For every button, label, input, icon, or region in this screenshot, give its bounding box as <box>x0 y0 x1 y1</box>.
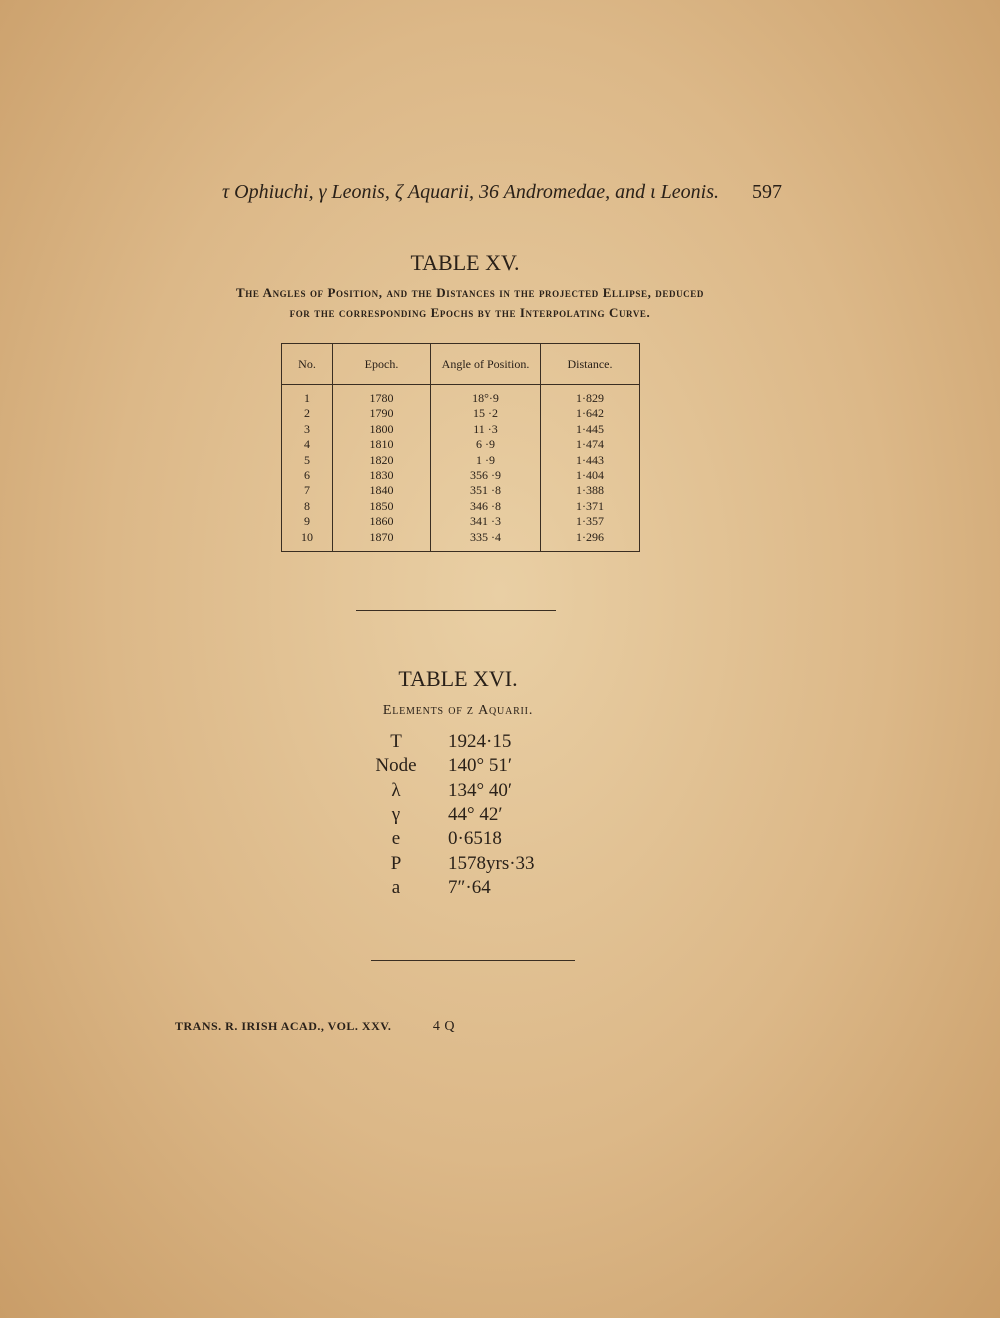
cell-epoch: 1790 <box>333 406 431 421</box>
table-row <box>282 422 640 437</box>
element-value: 1578yrs·33 <box>448 852 535 874</box>
table-15-title: TABLE XV. <box>410 250 520 275</box>
element-symbol: Node <box>375 755 417 777</box>
cell-distance: 1·371 <box>541 499 640 514</box>
running-head <box>222 181 782 209</box>
element-row <box>350 731 590 755</box>
cell-no: 6 <box>304 468 310 483</box>
element-row <box>350 828 590 852</box>
table-row <box>282 437 640 452</box>
element-symbol: λ <box>391 779 401 801</box>
table-row <box>282 385 640 407</box>
cell-distance: 1·296 <box>541 530 640 552</box>
divider-rule <box>356 610 556 611</box>
cell-no: 4 <box>304 437 310 452</box>
cell-distance: 1·404 <box>541 468 640 483</box>
cell-no: 3 <box>304 421 310 436</box>
cell-angle: 351 ·8 <box>431 483 541 498</box>
cell-angle: 15 ·2 <box>431 406 541 421</box>
cell-no: 10 <box>301 529 313 544</box>
cell-angle: 11 ·3 <box>431 422 541 437</box>
element-row <box>350 853 590 877</box>
table-row <box>282 514 640 529</box>
cell-distance: 1·642 <box>541 406 640 421</box>
table-15-body <box>282 385 640 552</box>
cell-no: 9 <box>304 514 310 529</box>
table-15 <box>281 343 640 552</box>
cell-epoch: 1820 <box>333 453 431 468</box>
table-row <box>282 483 640 498</box>
element-symbol: P <box>390 852 402 874</box>
column-header-distance: Distance. <box>541 344 640 385</box>
column-header-epoch: Epoch. <box>333 344 431 385</box>
cell-no: 8 <box>304 498 310 513</box>
cell-distance: 1·829 <box>541 385 640 407</box>
cell-angle: 346 ·8 <box>431 499 541 514</box>
cell-distance: 1·445 <box>541 422 640 437</box>
table-header-row <box>282 344 640 385</box>
table-row <box>282 499 640 514</box>
cell-no: 5 <box>304 452 310 467</box>
cell-angle: 335 ·4 <box>431 530 541 552</box>
table-row <box>282 530 640 552</box>
table-15-subtitle <box>140 283 800 323</box>
footer <box>175 1019 455 1035</box>
cell-epoch: 1840 <box>333 483 431 498</box>
cell-epoch: 1850 <box>333 499 431 514</box>
element-value: 134° 40′ <box>448 779 513 801</box>
element-row <box>350 755 590 779</box>
table-row <box>282 406 640 421</box>
cell-distance: 1·474 <box>541 437 640 452</box>
element-row <box>350 780 590 804</box>
cell-angle: 356 ·9 <box>431 468 541 483</box>
element-symbol: γ <box>391 803 401 825</box>
cell-epoch: 1830 <box>333 468 431 483</box>
journal-reference: TRANS. R. IRISH ACAD., VOL. XXV. <box>175 1019 392 1033</box>
element-value: 0·6518 <box>448 828 502 850</box>
cell-no: 7 <box>304 483 310 498</box>
cell-epoch: 1780 <box>333 385 431 407</box>
cell-angle: 18°·9 <box>431 385 541 407</box>
page-number: 597 <box>752 181 782 203</box>
element-value: 140° 51′ <box>448 755 513 777</box>
cell-distance: 1·357 <box>541 514 640 529</box>
table-15-subtitle-line-1: The Angles of Position, and the Distances in the projected Ellipse, deduced <box>235 285 704 300</box>
element-value: 44° 42′ <box>448 803 503 825</box>
cell-no: 1 <box>304 391 310 405</box>
column-header-no: No. <box>282 344 333 385</box>
element-symbol: a <box>391 876 401 898</box>
element-value: 1924·15 <box>448 731 512 752</box>
table-16-subtitle: Elements of ζ Aquarii. <box>382 703 534 718</box>
element-value: 7″·64 <box>448 876 491 898</box>
cell-distance: 1·388 <box>541 483 640 498</box>
table-15-subtitle-line-2: for the corresponding Epochs by the Interpolating Curve. <box>289 305 651 320</box>
cell-no: 2 <box>304 406 310 421</box>
running-head-title: τ Ophiuchi, γ Leonis, ζ Aquarii, 36 Andromedae, and ι Leonis. <box>222 181 720 203</box>
signature-mark: 4 Q <box>432 1019 455 1034</box>
cell-angle: 1 ·9 <box>431 453 541 468</box>
element-row <box>350 877 590 901</box>
cell-angle: 341 ·3 <box>431 514 541 529</box>
table-16-title: TABLE XVI. <box>398 666 518 691</box>
cell-epoch: 1870 <box>333 530 431 552</box>
table-row <box>282 468 640 483</box>
table-row <box>282 453 640 468</box>
element-row <box>350 804 590 828</box>
element-symbol: T <box>390 731 402 752</box>
cell-distance: 1·443 <box>541 453 640 468</box>
element-symbol: e <box>391 828 401 850</box>
cell-epoch: 1800 <box>333 422 431 437</box>
column-header-angle: Angle of Position. <box>431 344 541 385</box>
cell-epoch: 1810 <box>333 437 431 452</box>
cell-angle: 6 ·9 <box>431 437 541 452</box>
divider-rule <box>371 960 575 961</box>
cell-epoch: 1860 <box>333 514 431 529</box>
